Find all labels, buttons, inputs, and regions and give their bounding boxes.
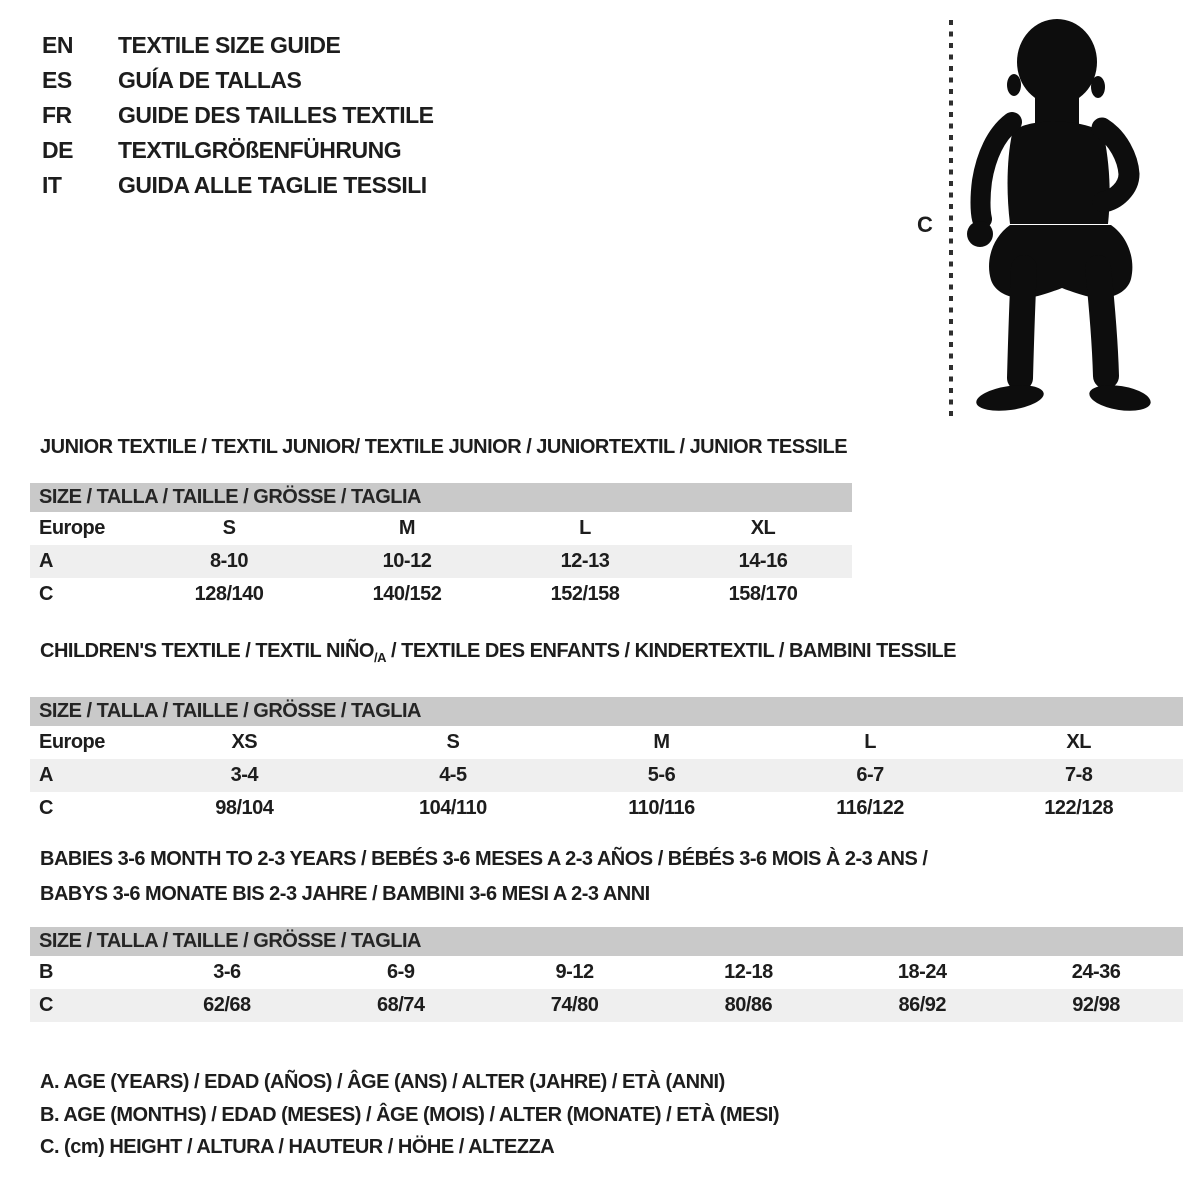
section-childrens-textile [30, 634, 1183, 825]
language-row [42, 133, 434, 168]
size-cell: 12-18 [724, 961, 773, 983]
size-cell: XL [750, 517, 776, 539]
size-cell: 10-12 [382, 550, 432, 572]
size-cell: 14-16 [738, 550, 788, 572]
size-cell: 104/110 [419, 797, 487, 819]
row-label: B [39, 961, 53, 983]
height-measure-label: C [917, 212, 933, 237]
size-cell: L [864, 731, 876, 753]
section-junior-textile [30, 430, 852, 611]
section-title [40, 842, 1183, 912]
row-label: C [39, 583, 53, 605]
size-cell: 6-9 [387, 961, 415, 983]
section-title-text: /A [373, 650, 386, 665]
size-cell: M [398, 517, 416, 539]
legend-line: B. AGE (MONTHS) / EDAD (MESES) / ÂGE (MOIS) / ALTER (MONATE) / ETÀ (MESI) [40, 1103, 780, 1126]
size-cell: S [222, 517, 236, 539]
size-cell: 62/68 [203, 994, 251, 1016]
size-cell: 12-13 [560, 550, 610, 572]
head [1017, 19, 1097, 105]
neck [1035, 94, 1079, 124]
size-cell: 8-10 [209, 550, 249, 572]
size-cell: 3-4 [230, 764, 258, 786]
right-foot [1088, 381, 1153, 414]
section-title-text: CHILDREN'S TEXTILE / TEXTIL NIÑO [40, 640, 374, 662]
size-cell: 92/98 [1072, 994, 1120, 1016]
toddler-silhouette-graphic [930, 16, 1156, 422]
table-row [30, 545, 852, 578]
size-cell: 140/152 [372, 583, 442, 605]
language-row [42, 28, 434, 63]
size-table [30, 483, 852, 611]
section-title-text: BABYS 3-6 MONATE BIS 2-3 JAHRE / BAMBINI 3-6 MESI A 2-3 ANNI [40, 883, 650, 905]
toddler-body [967, 19, 1152, 415]
legend-line: C. (cm) HEIGHT / ALTURA / HAUTEUR / HÖHE / ALTEZZA [40, 1136, 555, 1158]
table-row [30, 759, 1183, 792]
section-babies-textile [30, 842, 1183, 1022]
size-cell: 4-5 [439, 764, 467, 786]
language-title: GUIDA ALLE TAGLIE TESSILI [118, 172, 427, 198]
language-title: TEXTILGRÖßENFÜHRUNG [118, 137, 402, 163]
right-ear [1091, 76, 1105, 98]
size-cell: 98/104 [215, 797, 274, 819]
language-code: IT [42, 172, 62, 198]
row-label: Europe [39, 731, 105, 753]
legend [40, 1066, 779, 1164]
language-code: DE [42, 137, 73, 163]
toddler-figure [917, 16, 1156, 422]
language-header [42, 28, 434, 203]
table-header-bar: SIZE / TALLA / TAILLE / GRÖSSE / TAGLIA [30, 483, 852, 512]
left-arm [981, 122, 1013, 219]
torso [1008, 121, 1110, 224]
size-cell: 68/74 [376, 994, 425, 1016]
size-cell: 3-6 [213, 961, 241, 983]
table-row [30, 956, 1183, 989]
size-cell: 128/140 [194, 583, 264, 605]
size-cell: 80/86 [724, 994, 773, 1016]
size-cell: M [653, 731, 670, 753]
size-cell: 24-36 [1071, 961, 1121, 983]
right-leg [1098, 268, 1106, 376]
size-cell: 122/128 [1044, 797, 1114, 819]
size-cell: 5-6 [647, 764, 676, 786]
section-title-text: JUNIOR TEXTILE / TEXTIL JUNIOR/ TEXTILE JUNIOR / JUNIORTEXTIL / JUNIOR TESSILE [40, 436, 848, 458]
size-cell: 158/170 [728, 583, 798, 605]
language-row [42, 168, 434, 203]
legend-line: A. AGE (YEARS) / EDAD (AÑOS) / ÂGE (ANS) / ALTER (JAHRE) / ETÀ (ANNI) [40, 1071, 725, 1093]
size-cell: XS [231, 731, 258, 753]
size-table [30, 697, 1183, 825]
row-label: A [39, 550, 53, 572]
size-cell: 86/92 [898, 994, 947, 1016]
section-title-line [40, 842, 1183, 877]
section-title-line [40, 430, 852, 465]
left-ear [1007, 74, 1021, 96]
table-header-bar: SIZE / TALLA / TAILLE / GRÖSSE / TAGLIA [30, 927, 1183, 956]
language-row [42, 63, 434, 98]
left-foot [975, 381, 1046, 414]
size-cell: S [446, 731, 460, 753]
row-label: C [39, 994, 53, 1016]
table-header-bar: SIZE / TALLA / TAILLE / GRÖSSE / TAGLIA [30, 697, 1183, 726]
section-title [40, 634, 1183, 675]
table-row [30, 578, 852, 611]
left-leg [1020, 268, 1024, 378]
size-cell: 18-24 [897, 961, 947, 983]
language-title: GUÍA DE TALLAS [118, 67, 302, 93]
table-row [30, 512, 852, 545]
language-code: FR [42, 102, 72, 128]
language-title: TEXTILE SIZE GUIDE [118, 32, 341, 58]
language-code: EN [42, 32, 73, 58]
language-code: ES [42, 67, 72, 93]
row-label: C [39, 797, 53, 819]
table-row [30, 792, 1183, 825]
section-title-line [40, 877, 1183, 912]
table-row [30, 989, 1183, 1022]
section-title-line [40, 634, 1183, 675]
language-row [42, 98, 434, 133]
size-cell: L [579, 517, 591, 539]
section-title-text: BABIES 3-6 MONTH TO 2-3 YEARS / BEBÉS 3-6 MESES A 2-3 AÑOS / BÉBÉS 3-6 MOIS À 2-3 ANS / [40, 848, 928, 870]
size-cell: 152/158 [550, 583, 620, 605]
row-label: A [39, 764, 53, 786]
left-fist [967, 221, 993, 247]
section-title [40, 430, 852, 465]
size-cell: 7-8 [1064, 764, 1093, 786]
size-cell: XL [1066, 731, 1091, 753]
size-cell: 9-12 [555, 961, 594, 983]
size-cell: 116/122 [836, 797, 904, 819]
section-title-text: / TEXTILE DES ENFANTS / KINDERTEXTIL / BAMBINI TESSILE [385, 640, 956, 662]
language-title: GUIDE DES TAILLES TEXTILE [118, 102, 434, 128]
size-cell: 110/116 [628, 797, 695, 819]
table-row [30, 726, 1183, 759]
size-cell: 6-7 [856, 764, 884, 786]
row-label: Europe [39, 517, 105, 539]
size-cell: 74/80 [550, 994, 599, 1016]
size-table [30, 927, 1183, 1022]
